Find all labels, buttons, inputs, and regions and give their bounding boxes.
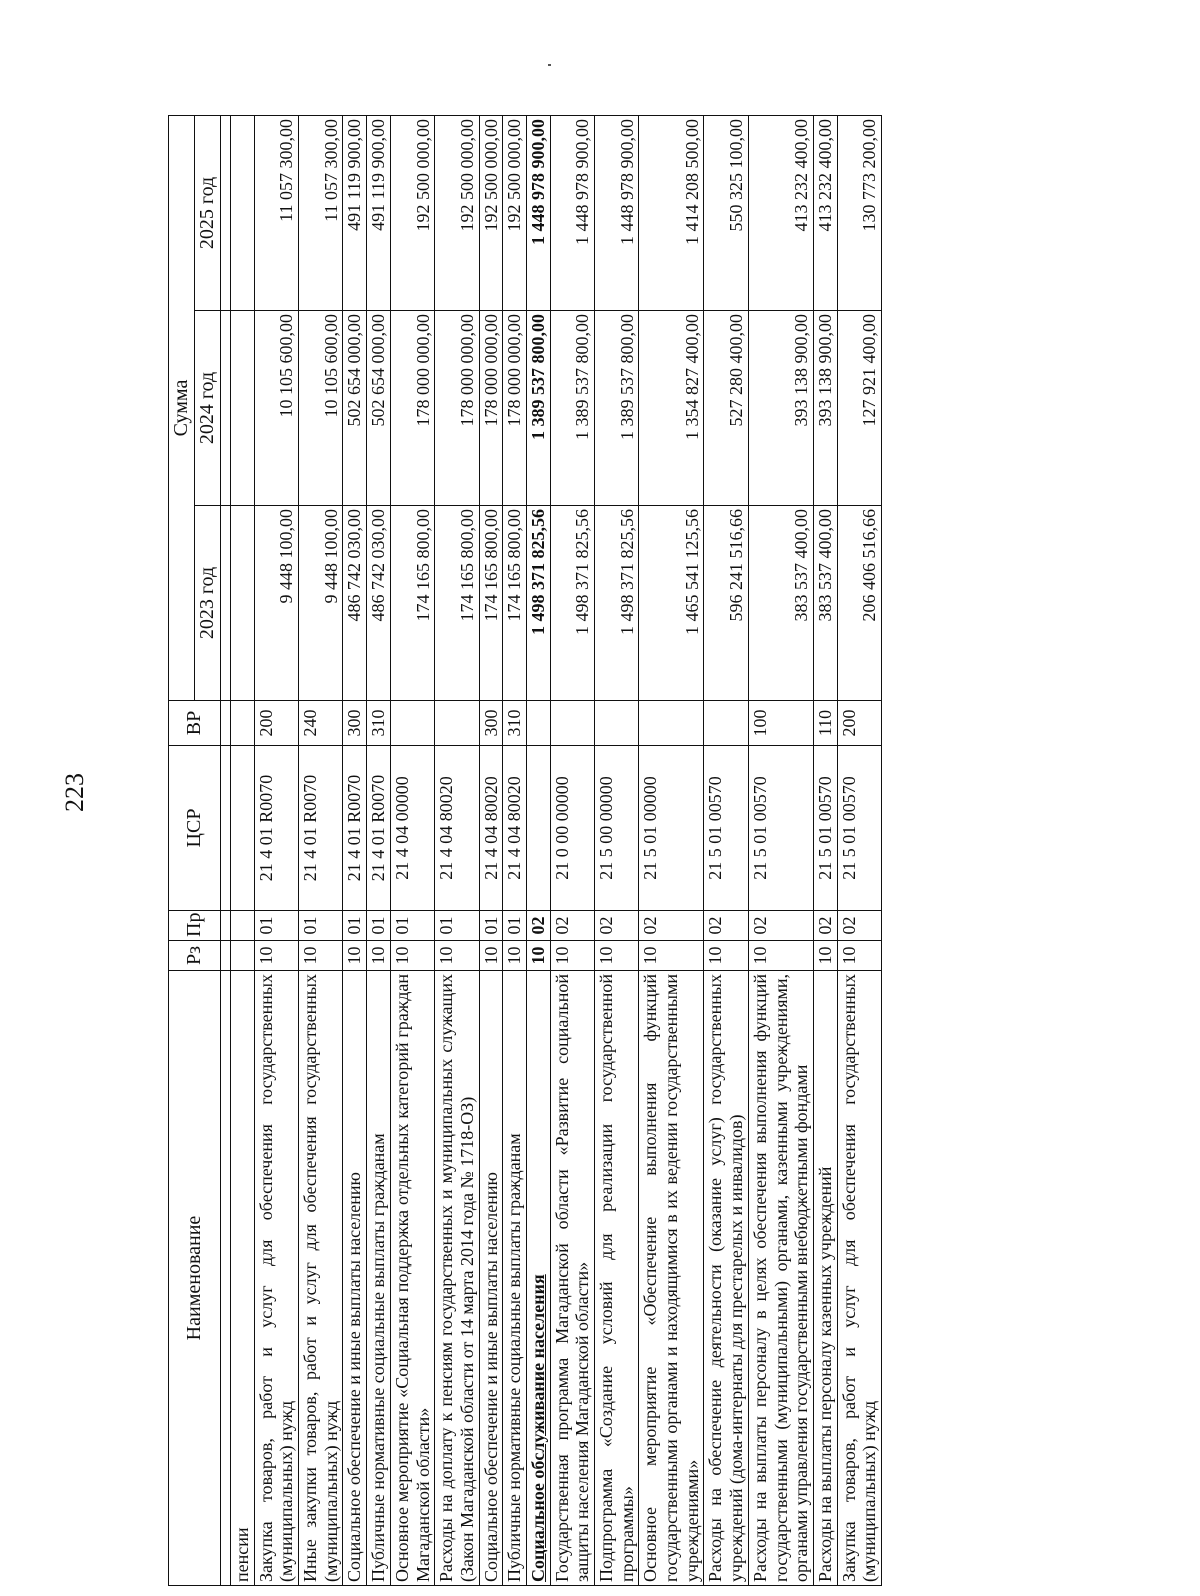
cell-name: Расходы на выплаты персоналу в целях обеспечения выполнения функций государственными (муниципальными) органами, казенными учреждениями, органами управления государственными внебюджетными фондами bbox=[748, 971, 813, 1586]
cell-pr: 01 bbox=[503, 911, 527, 941]
cell-csr: 21 4 01 R0070 bbox=[254, 746, 298, 911]
page-number: 223 bbox=[60, 773, 89, 812]
table-row bbox=[299, 115, 343, 1585]
cell-rz: 10 bbox=[343, 941, 367, 971]
cell-y2023: 1 465 541 125,56 bbox=[639, 506, 704, 701]
cell-vr bbox=[704, 701, 748, 746]
cell-pr: 01 bbox=[435, 911, 479, 941]
cell-rz: 10 bbox=[526, 941, 550, 971]
cell-csr: 21 5 01 00570 bbox=[748, 746, 813, 911]
cell-y2024: 178 000 000,00 bbox=[435, 311, 479, 506]
cell-csr: 21 4 04 00000 bbox=[390, 746, 434, 911]
cell-csr bbox=[526, 746, 550, 911]
cell-name: Расходы на обеспечение деятельности (оказание услуг) государственных учреждений (дома-интернаты для престарелых и инвалидов) bbox=[704, 971, 748, 1586]
cell-y2024: 1 389 537 800,00 bbox=[595, 311, 639, 506]
table-row bbox=[231, 115, 255, 1585]
cell-rz: 10 bbox=[503, 941, 527, 971]
table-row bbox=[367, 115, 391, 1585]
table-row bbox=[390, 115, 434, 1585]
cell-y2025: 491 119 900,00 bbox=[367, 115, 391, 310]
cell-pr: 02 bbox=[837, 911, 881, 941]
cell-pr: 01 bbox=[390, 911, 434, 941]
table-body bbox=[231, 115, 882, 1585]
cell-rz: 10 bbox=[435, 941, 479, 971]
cell-y2024: 10 105 600,00 bbox=[299, 311, 343, 506]
table-row bbox=[550, 115, 594, 1585]
cell-y2024 bbox=[231, 311, 255, 506]
table-row bbox=[479, 115, 503, 1585]
cell-csr: 21 4 04 80020 bbox=[479, 746, 503, 911]
cell-csr: 21 4 01 R0070 bbox=[367, 746, 391, 911]
cell-csr bbox=[231, 746, 255, 911]
cell-csr: 21 5 01 00570 bbox=[837, 746, 881, 911]
cell-y2023: 174 165 800,00 bbox=[479, 506, 503, 701]
cell-y2025: 550 325 100,00 bbox=[704, 115, 748, 310]
header-rz: Рз bbox=[169, 941, 221, 971]
cell-y2025: 192 500 000,00 bbox=[390, 115, 434, 310]
cell-vr bbox=[231, 701, 255, 746]
cell-pr: 01 bbox=[254, 911, 298, 941]
cell-name: Иные закупки товаров, работ и услуг для обеспечения государственных (муниципальных) нужд bbox=[299, 971, 343, 1586]
cell-csr: 21 4 04 80020 bbox=[435, 746, 479, 911]
cell-rz: 10 bbox=[813, 941, 837, 971]
cell-rz: 10 bbox=[639, 941, 704, 971]
cell-y2023: 9 448 100,00 bbox=[254, 506, 298, 701]
cell-pr: 02 bbox=[704, 911, 748, 941]
cell-vr: 300 bbox=[343, 701, 367, 746]
cell-name: Социальное обслуживание населения bbox=[526, 971, 550, 1586]
header-row bbox=[169, 115, 195, 1585]
cell-vr: 240 bbox=[299, 701, 343, 746]
cell-name: Расходы на выплаты персоналу казенных учреждений bbox=[813, 971, 837, 1586]
header-name: Наименование bbox=[169, 971, 221, 1586]
cell-y2025: 1 448 978 900,00 bbox=[526, 115, 550, 310]
cell-y2024: 127 921 400,00 bbox=[837, 311, 881, 506]
cell-vr: 100 bbox=[748, 701, 813, 746]
cell-rz: 10 bbox=[704, 941, 748, 971]
cell-pr: 02 bbox=[550, 911, 594, 941]
cell-csr: 21 4 04 80020 bbox=[503, 746, 527, 911]
cell-y2024: 1 354 827 400,00 bbox=[639, 311, 704, 506]
header-2024: 2024 год bbox=[195, 311, 221, 506]
cell-rz: 10 bbox=[367, 941, 391, 971]
cell-vr bbox=[550, 701, 594, 746]
cell-y2023: 9 448 100,00 bbox=[299, 506, 343, 701]
cell-pr: 02 bbox=[748, 911, 813, 941]
cell-rz: 10 bbox=[299, 941, 343, 971]
cell-name: Подпрограмма «Создание условий для реализации государственной программы» bbox=[595, 971, 639, 1586]
header-vr: ВР bbox=[169, 701, 221, 746]
cell-rz: 10 bbox=[550, 941, 594, 971]
cell-vr: 310 bbox=[367, 701, 391, 746]
table-row bbox=[526, 115, 550, 1585]
cell-y2024: 393 138 900,00 bbox=[813, 311, 837, 506]
header-csr: ЦСР bbox=[169, 746, 221, 911]
cell-name: Основное мероприятие «Социальная поддержка отдельных категорий граждан Магаданской области» bbox=[390, 971, 434, 1586]
cell-vr: 300 bbox=[479, 701, 503, 746]
cell-vr: 200 bbox=[254, 701, 298, 746]
cell-y2024: 178 000 000,00 bbox=[503, 311, 527, 506]
cell-name: Публичные нормативные социальные выплаты гражданам bbox=[503, 971, 527, 1586]
cell-pr: 02 bbox=[526, 911, 550, 941]
table-row bbox=[639, 115, 704, 1585]
cell-y2023: 596 241 516,66 bbox=[704, 506, 748, 701]
cell-pr: 02 bbox=[595, 911, 639, 941]
cell-vr: 200 bbox=[837, 701, 881, 746]
cell-csr: 21 5 01 00000 bbox=[639, 746, 704, 911]
cell-vr: 310 bbox=[503, 701, 527, 746]
cell-name: Социальное обеспечение и иные выплаты населению bbox=[343, 971, 367, 1586]
cell-y2023: 486 742 030,00 bbox=[343, 506, 367, 701]
cell-rz: 10 bbox=[390, 941, 434, 971]
cell-vr bbox=[435, 701, 479, 746]
cell-csr: 21 0 00 00000 bbox=[550, 746, 594, 911]
cell-name: Социальное обеспечение и иные выплаты населению bbox=[479, 971, 503, 1586]
cell-y2023: 206 406 516,66 bbox=[837, 506, 881, 701]
cell-pr: 01 bbox=[343, 911, 367, 941]
cell-y2023: 486 742 030,00 bbox=[367, 506, 391, 701]
cell-y2024: 10 105 600,00 bbox=[254, 311, 298, 506]
cell-y2023 bbox=[231, 506, 255, 701]
table-row bbox=[748, 115, 813, 1585]
cell-name: Основное мероприятие «Обеспечение выполнения функций государственными органами и находящимися в их ведении государственными учреждениями» bbox=[639, 971, 704, 1586]
cell-rz: 10 bbox=[595, 941, 639, 971]
cell-y2024: 178 000 000,00 bbox=[390, 311, 434, 506]
cell-vr bbox=[595, 701, 639, 746]
cell-y2025: 1 414 208 500,00 bbox=[639, 115, 704, 310]
cell-pr: 02 bbox=[813, 911, 837, 941]
cell-y2024: 502 654 000,00 bbox=[343, 311, 367, 506]
cell-y2023: 174 165 800,00 bbox=[503, 506, 527, 701]
cell-vr bbox=[639, 701, 704, 746]
header-pr: Пр bbox=[169, 911, 221, 941]
cell-y2025: 192 500 000,00 bbox=[503, 115, 527, 310]
cell-y2025: 11 057 300,00 bbox=[254, 115, 298, 310]
header-spacer-row bbox=[221, 115, 231, 1585]
cell-pr bbox=[231, 911, 255, 941]
scan-speck bbox=[548, 64, 551, 66]
table-row bbox=[595, 115, 639, 1585]
cell-name: Государственная программа Магаданской области «Развитие социальной защиты населения Магаданской области» bbox=[550, 971, 594, 1586]
cell-vr bbox=[526, 701, 550, 746]
cell-rz: 10 bbox=[479, 941, 503, 971]
cell-rz bbox=[231, 941, 255, 971]
cell-rz: 10 bbox=[837, 941, 881, 971]
cell-y2023: 1 498 371 825,56 bbox=[526, 506, 550, 701]
cell-y2025: 413 232 400,00 bbox=[813, 115, 837, 310]
cell-vr bbox=[390, 701, 434, 746]
cell-name: Закупка товаров, работ и услуг для обеспечения государственных (муниципальных) нужд bbox=[837, 971, 881, 1586]
table-row bbox=[254, 115, 298, 1585]
cell-y2023: 174 165 800,00 bbox=[435, 506, 479, 701]
cell-pr: 01 bbox=[479, 911, 503, 941]
cell-csr: 21 5 01 00570 bbox=[704, 746, 748, 911]
table-row bbox=[503, 115, 527, 1585]
table-row bbox=[343, 115, 367, 1585]
cell-csr: 21 4 01 R0070 bbox=[299, 746, 343, 911]
cell-y2024: 527 280 400,00 bbox=[704, 311, 748, 506]
cell-y2024: 1 389 537 800,00 bbox=[526, 311, 550, 506]
cell-y2025: 192 500 000,00 bbox=[435, 115, 479, 310]
cell-y2025: 491 119 900,00 bbox=[343, 115, 367, 310]
cell-pr: 01 bbox=[367, 911, 391, 941]
header-2025: 2025 год bbox=[195, 115, 221, 310]
cell-y2025: 130 773 200,00 bbox=[837, 115, 881, 310]
header-2023: 2023 год bbox=[195, 506, 221, 701]
cell-y2023: 383 537 400,00 bbox=[748, 506, 813, 701]
table-header bbox=[169, 115, 231, 1585]
header-sum: Сумма bbox=[169, 115, 195, 700]
cell-name: Расходы на доплату к пенсиям государственных и муниципальных служащих (Закон Магаданской области от 14 марта 2014 года № 1718-ОЗ) bbox=[435, 971, 479, 1586]
cell-y2023: 174 165 800,00 bbox=[390, 506, 434, 701]
cell-pr: 02 bbox=[639, 911, 704, 941]
cell-y2024: 1 389 537 800,00 bbox=[550, 311, 594, 506]
cell-y2024: 393 138 900,00 bbox=[748, 311, 813, 506]
cell-csr: 21 4 01 R0070 bbox=[343, 746, 367, 911]
cell-y2025: 11 057 300,00 bbox=[299, 115, 343, 310]
budget-table bbox=[168, 115, 882, 1586]
cell-vr: 110 bbox=[813, 701, 837, 746]
cell-rz: 10 bbox=[748, 941, 813, 971]
cell-name: Публичные нормативные социальные выплаты гражданам bbox=[367, 971, 391, 1586]
cell-y2024: 178 000 000,00 bbox=[479, 311, 503, 506]
cell-y2025 bbox=[231, 115, 255, 310]
rotated-table-wrapper bbox=[168, 116, 1184, 1586]
table-row bbox=[435, 115, 479, 1585]
cell-rz: 10 bbox=[254, 941, 298, 971]
cell-y2023: 383 537 400,00 bbox=[813, 506, 837, 701]
cell-csr: 21 5 01 00570 bbox=[813, 746, 837, 911]
cell-y2025: 1 448 978 900,00 bbox=[550, 115, 594, 310]
table-row bbox=[837, 115, 881, 1585]
cell-y2023: 1 498 371 825,56 bbox=[550, 506, 594, 701]
cell-name: Закупка товаров, работ и услуг для обеспечения государственных (муниципальных) нужд bbox=[254, 971, 298, 1586]
cell-y2025: 413 232 400,00 bbox=[748, 115, 813, 310]
cell-y2025: 192 500 000,00 bbox=[479, 115, 503, 310]
cell-y2024: 502 654 000,00 bbox=[367, 311, 391, 506]
cell-name: пенсии bbox=[231, 971, 255, 1586]
table-row bbox=[813, 115, 837, 1585]
cell-csr: 21 5 00 00000 bbox=[595, 746, 639, 911]
cell-y2025: 1 448 978 900,00 bbox=[595, 115, 639, 310]
cell-pr: 01 bbox=[299, 911, 343, 941]
table-row bbox=[704, 115, 748, 1585]
cell-y2023: 1 498 371 825,56 bbox=[595, 506, 639, 701]
